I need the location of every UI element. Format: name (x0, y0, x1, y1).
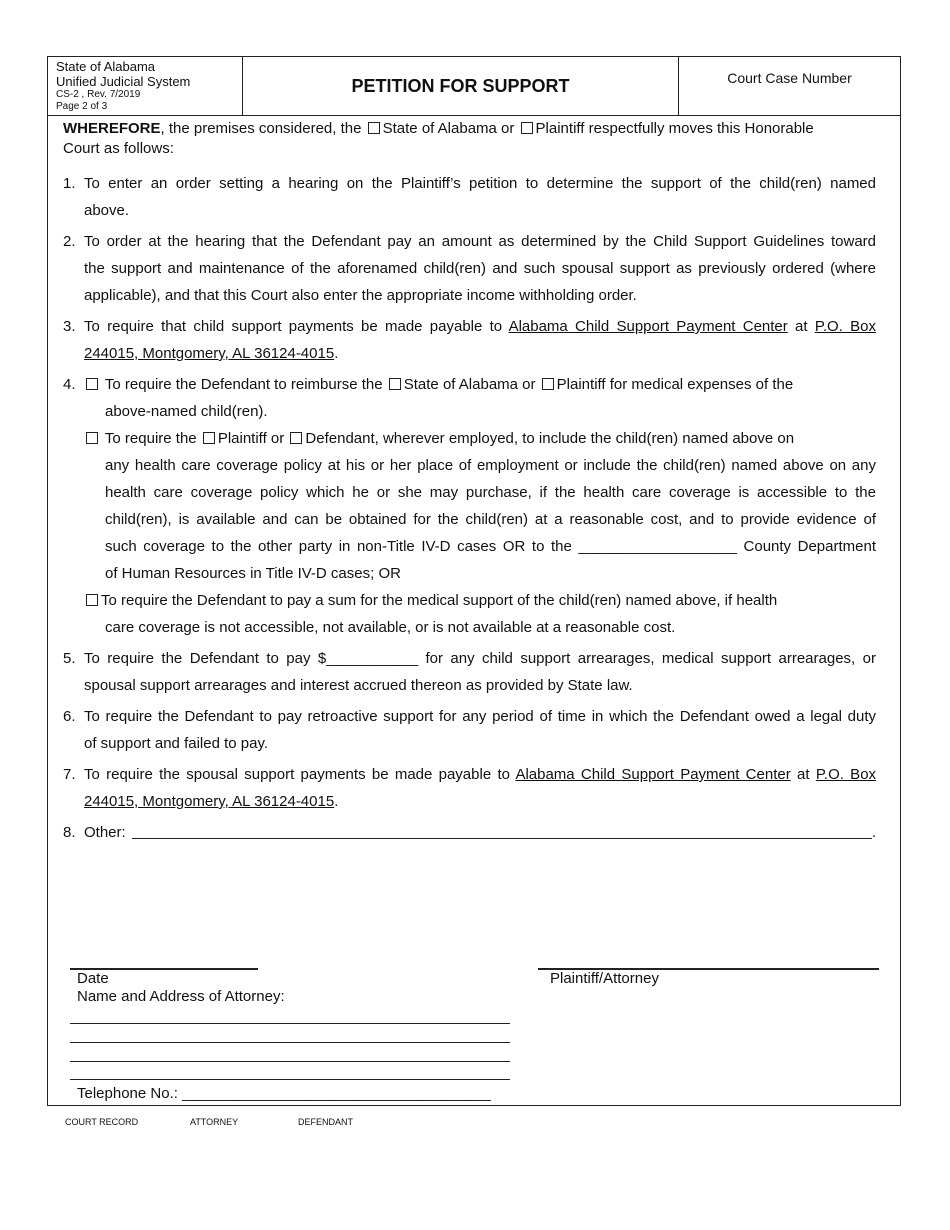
item-2-line-1: To order at the hearing that the Defendant pay an amount as determined by the Child Support Guidelines toward (84, 233, 876, 250)
reimburse-text: To require the Defendant to reimburse the (104, 376, 383, 393)
coverage-other-party-text: such coverage to the other party in non-Title IV-D cases OR to the (105, 538, 572, 555)
arrearage-text: To require the Defendant to pay $ (84, 650, 327, 667)
telephone-row (77, 1084, 491, 1104)
item-number-3: 3. (63, 318, 76, 335)
coverage-defendant-checkbox[interactable] (290, 432, 302, 444)
item-number-8: 8. (63, 824, 76, 841)
county-department-label: County Department (743, 538, 876, 555)
item-3-at: at (795, 318, 808, 335)
coverage-checkbox[interactable] (86, 432, 98, 444)
attorney-address-line-1[interactable] (70, 1023, 510, 1024)
other-input-line[interactable] (132, 838, 872, 839)
date-label: Date (77, 970, 109, 987)
other-label: Other: (84, 824, 126, 841)
coverage-defendant-label: Defendant, wherever employed, to include the child(ren) named above on (305, 430, 795, 447)
reimburse-plaintiff-label: Plaintiff for medical expenses of the (556, 376, 794, 393)
item-7-text: To require the spousal support payments be made payable to (84, 766, 510, 783)
arrearage-amount-blank[interactable]: ___________ (326, 650, 419, 667)
telephone-label: Telephone No.: (77, 1085, 178, 1102)
other-period: . (872, 824, 877, 841)
attorney-address-line-3[interactable] (70, 1061, 510, 1062)
case-number-field[interactable] (678, 57, 900, 115)
county-blank[interactable]: ___________________ (578, 538, 737, 555)
item-4-line-7 (105, 533, 876, 560)
telephone-blank[interactable]: _____________________________________ (182, 1085, 491, 1102)
form-title: PETITION FOR SUPPORT (351, 75, 570, 96)
item-3-line-2 (84, 340, 338, 367)
copy-attorney: ATTORNEY (190, 1117, 239, 1127)
item-4-line-6: child(ren), is available and can be obtained for the child(ren) at a reasonable cost, and to provide evidence of (105, 511, 876, 528)
po-box-label: P.O. Box (814, 318, 876, 335)
reimburse-state-label: State of Alabama or (403, 376, 536, 393)
item-3-line-1 (84, 313, 876, 340)
copy-defendant: DEFENDANT (298, 1117, 354, 1127)
state-checkbox[interactable] (368, 122, 380, 134)
intro-line-1 (63, 119, 814, 139)
plaintiff-checkbox[interactable] (521, 122, 533, 134)
payment-center-name: Alabama Child Support Payment Center (508, 318, 788, 335)
item-3-text: To require that child support payments be made payable to (84, 318, 503, 335)
item-5-line-1 (84, 645, 876, 672)
item-4-line-5: health care coverage policy which he or she may purchase, if the health care coverage is accessible to the (105, 484, 876, 501)
item-4-line-10: care coverage is not accessible, not available, or is not available at a reasonable cost. (105, 619, 676, 636)
state-option-label: State of Alabama or (382, 120, 515, 137)
item-7-at: at (797, 766, 810, 783)
item-4-line-1 (84, 371, 793, 398)
medical-sum-text: To require the Defendant to pay a sum for the medical support of the child(ren) named above, if health (101, 592, 778, 609)
item-4-line-2: above-named child(ren). (105, 403, 268, 420)
plaintiff-attorney-label: Plaintiff/Attorney (550, 970, 659, 987)
coverage-text: To require the (104, 430, 197, 447)
item-3-period: . (334, 345, 339, 362)
state-name: State of Alabama (56, 59, 156, 74)
attorney-address-label: Name and Address of Attorney: (77, 988, 285, 1005)
attorney-address-line-2[interactable] (70, 1042, 510, 1043)
court-info (48, 57, 243, 115)
copy-court-record: COURT RECORD (65, 1117, 139, 1127)
arrearage-text-2: for any child support arrearages, medical support arrearages, or (425, 650, 876, 667)
coverage-plaintiff-label: Plaintiff or (217, 430, 285, 447)
case-number-label: Court Case Number (727, 70, 852, 86)
page-number: Page 2 of 3 (56, 101, 108, 112)
plaintiff-option-label: Plaintiff respectfully moves this Honorable (535, 120, 814, 137)
form-revision: CS-2 , Rev. 7/2019 (56, 89, 141, 100)
medical-sum-checkbox[interactable] (86, 594, 98, 606)
system-name: Unified Judicial System (56, 74, 191, 89)
item-4-line-8: of Human Resources in Title IV-D cases; OR (105, 565, 401, 582)
reimburse-checkbox[interactable] (86, 378, 98, 390)
item-number-6: 6. (63, 708, 76, 725)
spousal-payment-center-name: Alabama Child Support Payment Center (515, 766, 791, 783)
spousal-po-box-label: P.O. Box (815, 766, 877, 783)
item-4-line-3 (84, 425, 794, 452)
wherefore-label: WHEREFORE (63, 120, 161, 137)
item-5-line-2: spousal support arrearages and interest accrued thereon as provided by State law. (84, 677, 633, 694)
item-4-line-4: any health care coverage policy at his or her place of employment or include the child(ren) named above on any (105, 457, 876, 474)
item-6-line-2: of support and failed to pay. (84, 735, 269, 752)
item-2-line-3: applicable), and that this Court also enter the appropriate income withholding order. (84, 287, 637, 304)
form-header (48, 57, 900, 116)
item-1-line-1: To enter an order setting a hearing on the Plaintiff’s petition to determine the support of the child(ren) named (84, 175, 876, 192)
item-1-line-2: above. (84, 202, 130, 219)
item-number-1: 1. (63, 175, 76, 192)
reimburse-plaintiff-checkbox[interactable] (542, 378, 554, 390)
attorney-address-line-4[interactable] (70, 1079, 510, 1080)
item-2-line-2: the support and maintenance of the aforenamed child(ren) and such spousal support as previously ordered (where (84, 260, 876, 277)
intro-text: , the premises considered, the (160, 120, 362, 137)
reimburse-state-checkbox[interactable] (389, 378, 401, 390)
item-4-line-9 (84, 587, 777, 614)
item-7-line-1 (84, 761, 876, 788)
item-7-line-2 (84, 788, 338, 815)
item-number-2: 2. (63, 233, 76, 250)
payment-address: 244015, Montgomery, AL 36124-4015 (84, 345, 335, 362)
item-6-line-1: To require the Defendant to pay retroactive support for any period of time in which the Defendant owed a legal duty (84, 708, 876, 725)
intro-line-2: Court as follows: (63, 140, 174, 157)
item-7-period: . (334, 793, 339, 810)
item-number-5: 5. (63, 650, 76, 667)
item-number-4: 4. (63, 376, 76, 393)
coverage-plaintiff-checkbox[interactable] (203, 432, 215, 444)
spousal-payment-address: 244015, Montgomery, AL 36124-4015 (84, 793, 335, 810)
item-number-7: 7. (63, 766, 76, 783)
